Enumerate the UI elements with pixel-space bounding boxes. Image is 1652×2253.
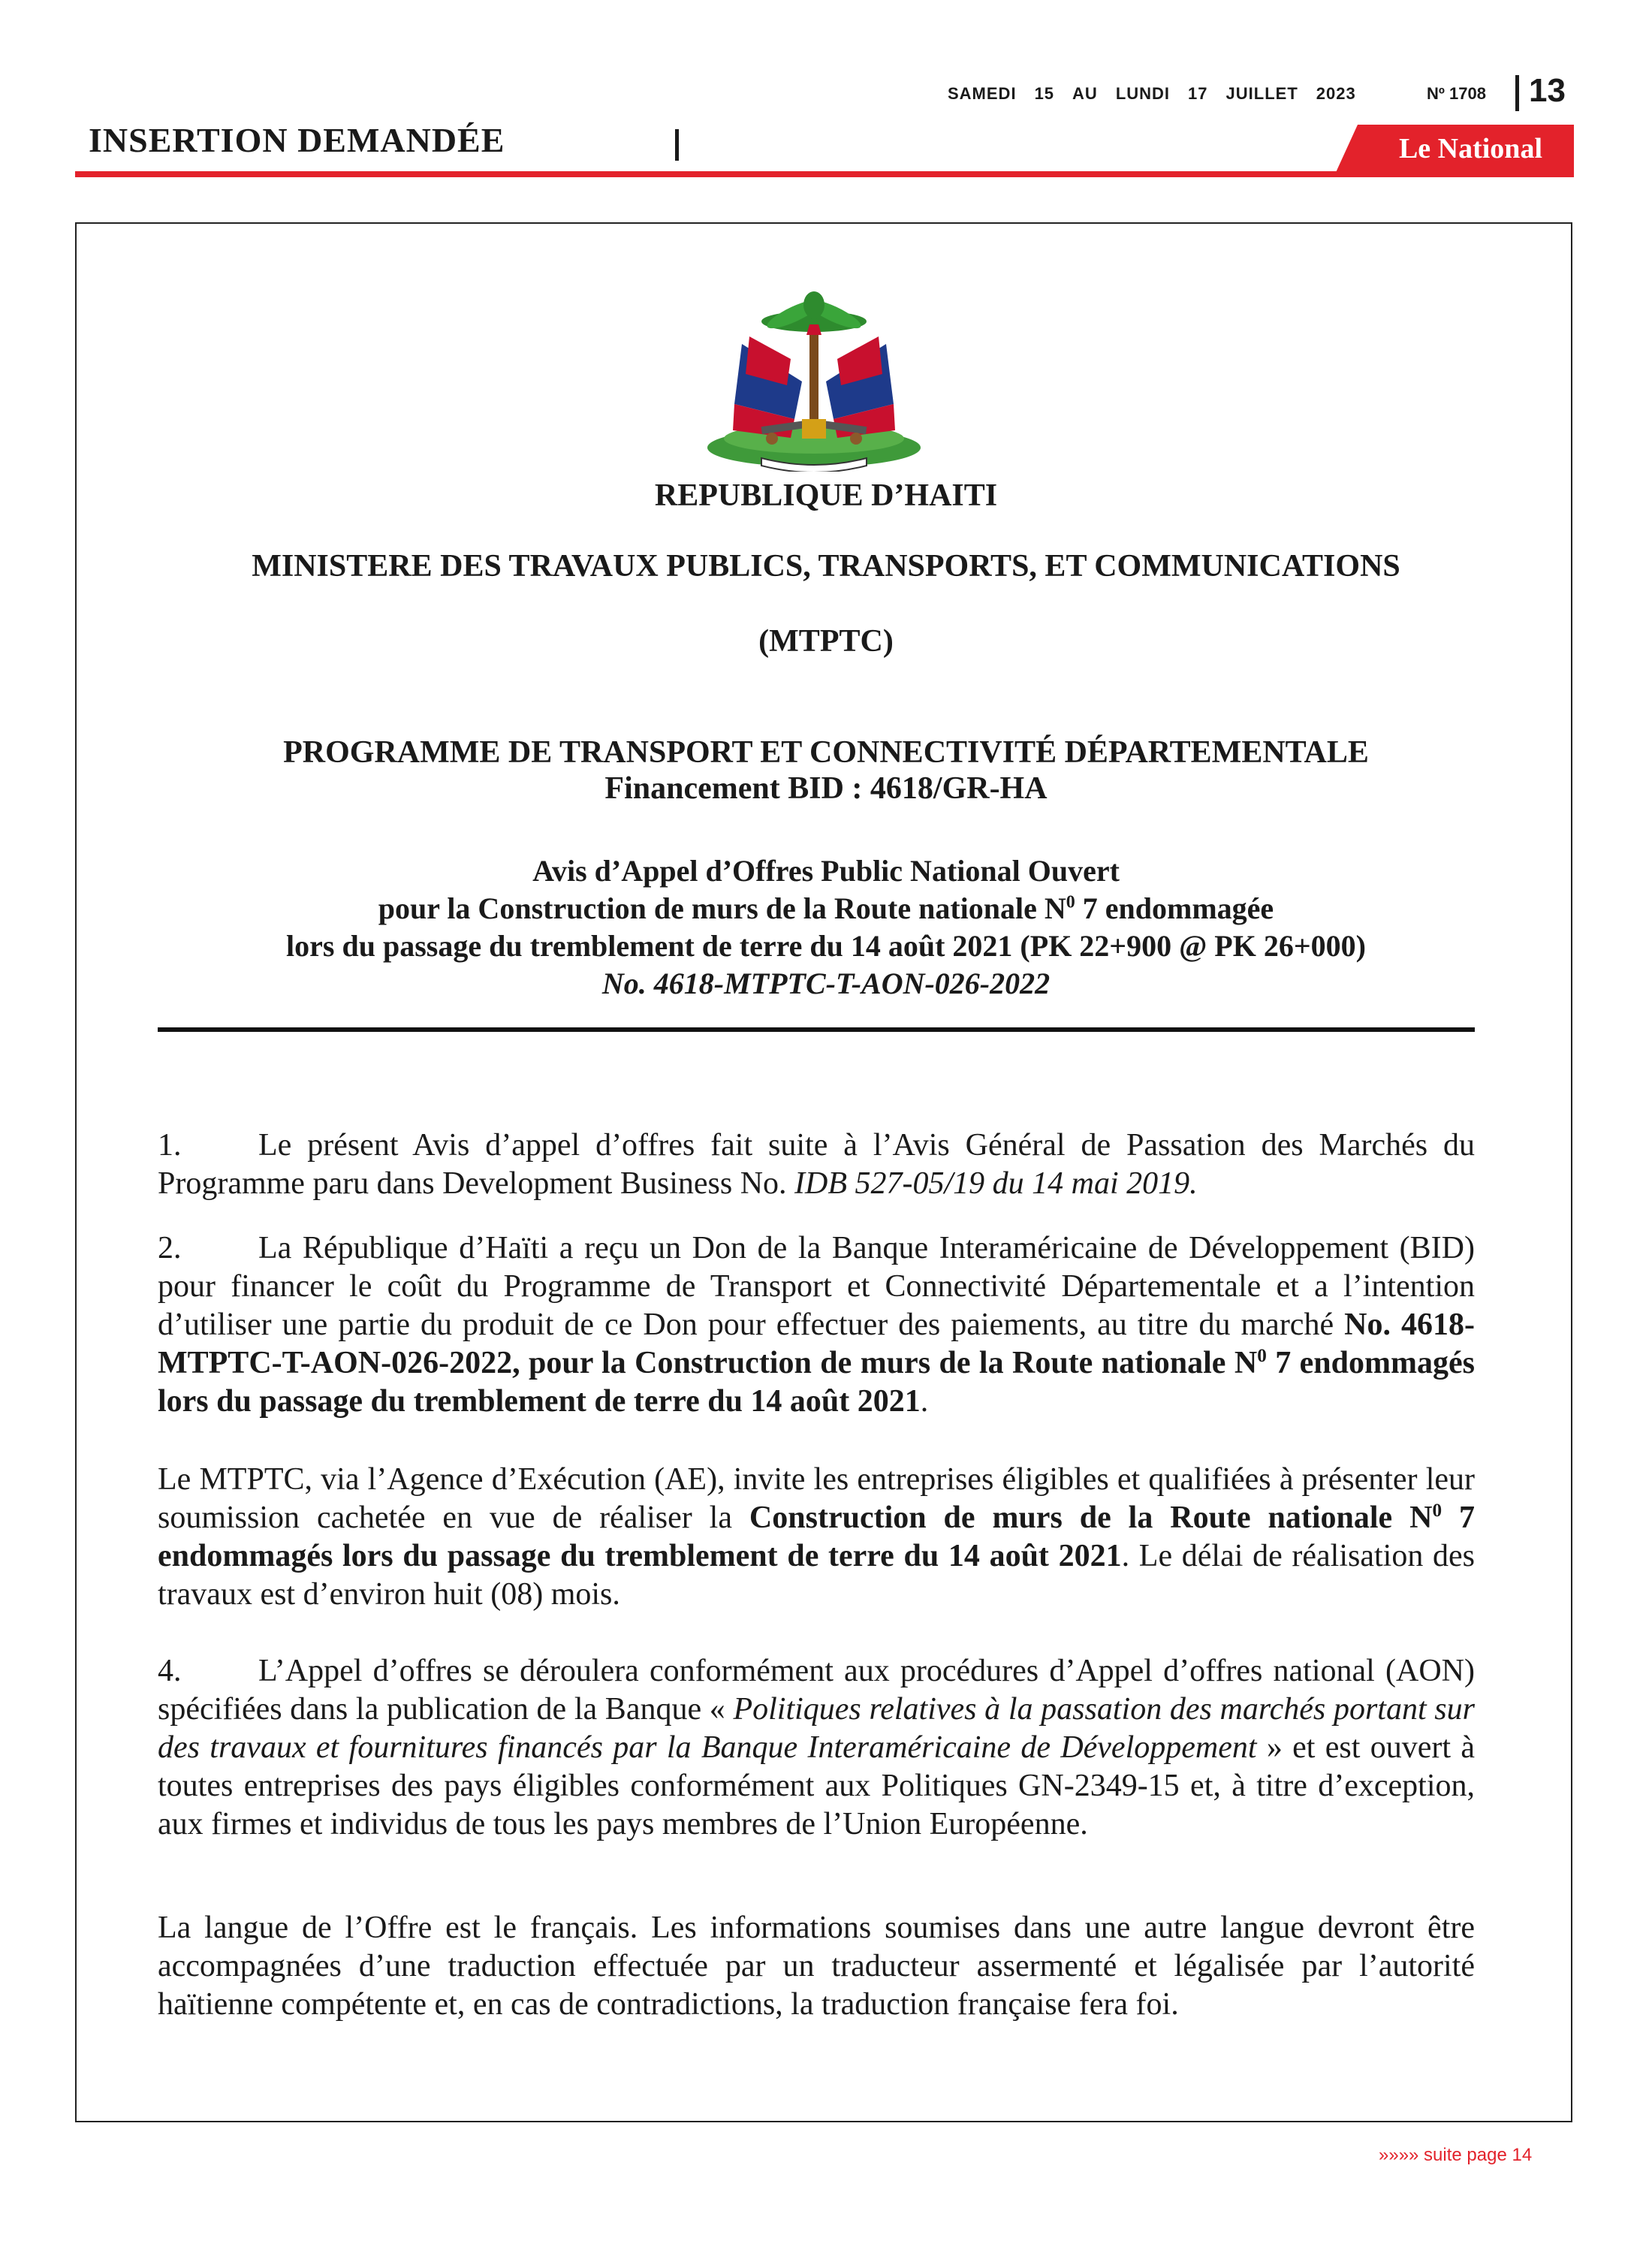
paragraph-5 [158, 1909, 1475, 2024]
newspaper-name: Le National [1398, 133, 1542, 164]
header-rule [75, 171, 1574, 177]
date-word: AU [1072, 84, 1098, 103]
paragraph-number: 4. [158, 1654, 182, 1688]
paragraph-3 [158, 1461, 1475, 1614]
date-word: JUILLET [1225, 84, 1298, 103]
issue-number: Nº 1708 [1427, 84, 1486, 103]
paragraph-bold: No. 4618-MTPTC-T-AON-026-2022, pour la Construction de murs de la Route nationale N [158, 1307, 1475, 1380]
paragraph-text: . [920, 1384, 929, 1419]
paragraph-text: Le présent Avis d’appel d’offres fait suite à l’Avis Général de Passation des Marchés du Programme paru dans Development Business No. [158, 1128, 1475, 1201]
paragraph-italic: IDB 527-05/19 du 14 mai 2019. [794, 1166, 1198, 1201]
page-number: 13 [1529, 72, 1566, 109]
programme-block [150, 734, 1502, 807]
paragraph-2 [158, 1229, 1475, 1421]
tender-title-text: 7 endommagée [1075, 891, 1274, 925]
financing-line: Financement BID : 4618/GR-HA [604, 771, 1048, 806]
paragraph-italic: Politiques relatives à la passation des marchés portant sur des travaux et fournitures financés par la Banque Interaméricaine de Développement [158, 1692, 1475, 1765]
paragraph-text: L’Appel d’offres se déroulera conformément aux procédures d’Appel d’offres national (AON) spécifiées dans la publication de la Banque « [158, 1654, 1475, 1727]
tender-title-line-2 [150, 890, 1502, 927]
date-word: 2023 [1316, 84, 1356, 103]
newspaper-brand-tab [1334, 125, 1574, 177]
paragraph-text: » et est ouvert à toutes entreprises des pays éligibles conformément aux Politiques GN-2349-15 et, à titre d’exception, aux firmes et individus de tous les pays membres de l’Union Européenne. [158, 1730, 1475, 1841]
paragraph-1 [158, 1126, 1475, 1203]
page-number-divider [1515, 75, 1519, 111]
paragraph-bold: Construction de murs de la Route nationale N [749, 1500, 1433, 1535]
tender-reference: No. 4618-MTPTC-T-AON-026-2022 [601, 967, 1051, 1000]
section-title: INSERTION DEMANDÉE [89, 121, 505, 159]
programme-title: PROGRAMME DE TRANSPORT ET CONNECTIVITÉ DÉPARTEMENTALE [283, 735, 1369, 770]
paragraph-text: La République d’Haïti a reçu un Don de la Banque Interaméricaine de Développement (BID) pour financer le coût du Programme de Transport et Connectivité Départementale et a l’intention d’utiliser une partie du produit de ce Don pour effectuer des paiements, au titre du marché [158, 1231, 1475, 1342]
superscript: 0 [1066, 892, 1075, 912]
section-divider [675, 129, 679, 161]
paragraph-4 [158, 1652, 1475, 1844]
haiti-coat-of-arms-icon [689, 291, 939, 472]
paragraph-text: La langue de l’Offre est le français. Les informations soumises dans une autre langue devront être accompagnées d’une traduction effectuée par un traducteur assermenté et légalisée par l’autorité haïtienne compétente et, en cas de contradictions, la traduction française fera foi. [158, 1911, 1475, 2022]
paragraph-number: 2. [158, 1231, 182, 1265]
title-separator [158, 1027, 1475, 1032]
paragraph-number: 1. [158, 1128, 182, 1163]
ministry-acronym: (MTPTC) [758, 624, 894, 659]
tender-title-line-1: Avis d’Appel d’Offres Public National Ouvert [532, 854, 1120, 888]
paragraph-text: Le MTPTC, via l’Agence d’Exécution (AE), invite les entreprises éligibles et qualifiées à présenter leur soumission cachetée en vue de réaliser la [158, 1462, 1475, 1535]
date-word: 15 [1034, 84, 1055, 103]
date-word: SAMEDI [948, 84, 1017, 103]
paragraph-bold: 7 endommagés lors du passage du tremblement de terre du 14 août 2021 [158, 1500, 1476, 1573]
tender-title-block [150, 852, 1502, 1003]
issue-date [948, 84, 1374, 104]
paragraph-text: . Le délai de réalisation des travaux est d’environ huit (08) mois. [158, 1539, 1475, 1612]
continuation-link[interactable]: »»»» suite page 14 [1379, 2145, 1533, 2165]
ministry-title: MINISTERE DES TRAVAUX PUBLICS, TRANSPORTS, ET COMMUNICATIONS [252, 549, 1400, 584]
superscript: 0 [1257, 1346, 1267, 1366]
paragraph-bold: 7 endommagés lors du passage du tremblement de terre du 14 août 2021 [158, 1346, 1475, 1419]
superscript: 0 [1432, 1500, 1442, 1521]
tender-title-line-3: lors du passage du tremblement de terre du 14 août 2021 (PK 22+900 @ PK 26+000) [286, 929, 1366, 963]
republic-title: REPUBLIQUE D’HAITI [654, 478, 998, 513]
tender-title-text: pour la Construction de murs de la Route nationale N [378, 891, 1066, 925]
date-word: LUNDI [1115, 84, 1171, 103]
date-word: 17 [1188, 84, 1208, 103]
